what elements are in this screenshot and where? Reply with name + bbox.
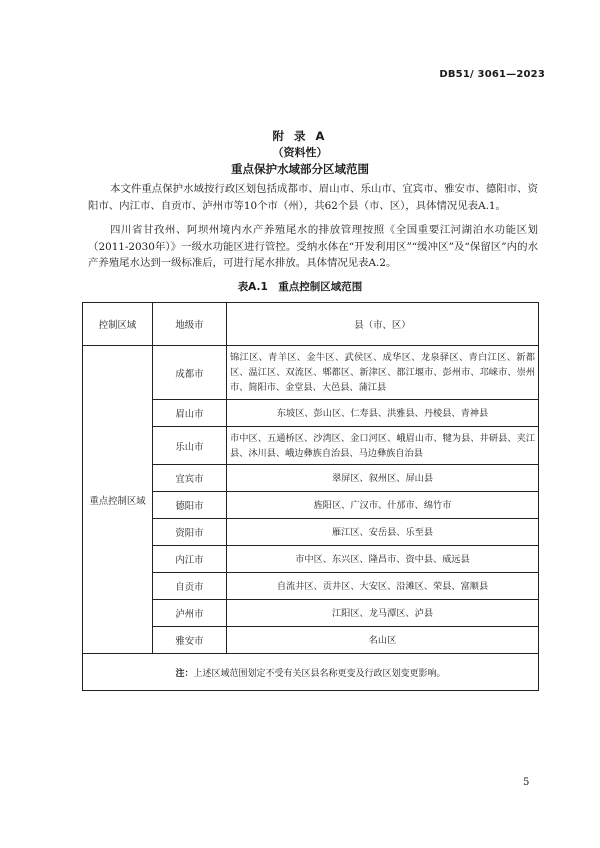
header-control-zone: 控制区域 [83, 303, 153, 346]
annex-heading [0, 128, 600, 178]
counties-cell: 旌阳区、广汉市、什邡市、绵竹市 [227, 492, 539, 519]
counties-cell: 市中区、东兴区、隆昌市、资中县、威远县 [227, 546, 539, 573]
note-text: 上述区域范围划定不受有关区县名称更变及行政区划变更影响。 [193, 668, 446, 679]
city-cell: 乐山市 [153, 427, 227, 465]
standard-code: DB51/ 3061—2023 [439, 69, 545, 80]
header-counties: 县（市、区） [227, 303, 539, 346]
paragraph-ganzi-aba: 四川省甘孜州、阿坝州境内水产养殖尾水的排放管理按照《全国重要江河湖泊水功能区划（2011-2030年）》一级水功能区进行管控。受纳水体在“开发利用区”“缓冲区”及“保留区”内的水产养殖尾水达到一级标准后，可进行尾水排放。具体情况见表A.2。 [88, 224, 538, 269]
city-cell: 资阳市 [153, 519, 227, 546]
page-number: 5 [523, 777, 530, 788]
region-table [82, 302, 539, 691]
city-cell: 德阳市 [153, 492, 227, 519]
city-cell: 自贡市 [153, 573, 227, 600]
counties-cell: 锦江区、青羊区、金牛区、武侯区、成华区、龙泉驿区、青白江区、新都区、温江区、双流区、郫都区、新津区、都江堰市、彭州市、邛崃市、崇州市、简阳市、金堂县、大邑县、蒲江县 [227, 346, 539, 400]
paragraph-scope: 本文件重点保护水域按行政区划包括成都市、眉山市、乐山市、宜宾市、雅安市、德阳市、资阳市、内江市、自贡市、泸州市等10个市（州），共62个县（市、区），具体情况见表A.1。 [88, 183, 538, 212]
city-cell: 宜宾市 [153, 465, 227, 492]
counties-cell: 翠屏区、叙州区、屏山县 [227, 465, 539, 492]
city-cell: 泸州市 [153, 600, 227, 627]
counties-cell: 名山区 [227, 627, 539, 654]
control-zone-cell: 重点控制区域 [83, 346, 153, 654]
table-note [83, 654, 539, 691]
table-header-row [83, 303, 539, 346]
counties-cell: 市中区、五通桥区、沙湾区、金口河区、峨眉山市、犍为县、井研县、夹江县、沐川县、峨边彝族自治县、马边彝族自治县 [227, 427, 539, 465]
counties-cell: 江阳区、龙马潭区、泸县 [227, 600, 539, 627]
table-row [83, 346, 539, 400]
annex-subtitle: 重点保护水域部分区域范围 [231, 162, 369, 176]
header-city: 地级市 [153, 303, 227, 346]
annex-title: 附 录 A [272, 129, 328, 143]
city-cell: 眉山市 [153, 400, 227, 427]
counties-cell: 东坡区、彭山区、仁寿县、洪雅县、丹棱县、青神县 [227, 400, 539, 427]
table-note-row [83, 654, 539, 691]
city-cell: 成都市 [153, 346, 227, 400]
annex-nature: （资料性） [272, 146, 328, 159]
table-caption: 表A.1 重点控制区域范围 [237, 281, 363, 293]
counties-cell: 自流井区、贡井区、大安区、沿滩区、荣县、富顺县 [227, 573, 539, 600]
city-cell: 雅安市 [153, 627, 227, 654]
city-cell: 内江市 [153, 546, 227, 573]
note-label: 注： [175, 668, 194, 679]
counties-cell: 雁江区、安岳县、乐至县 [227, 519, 539, 546]
